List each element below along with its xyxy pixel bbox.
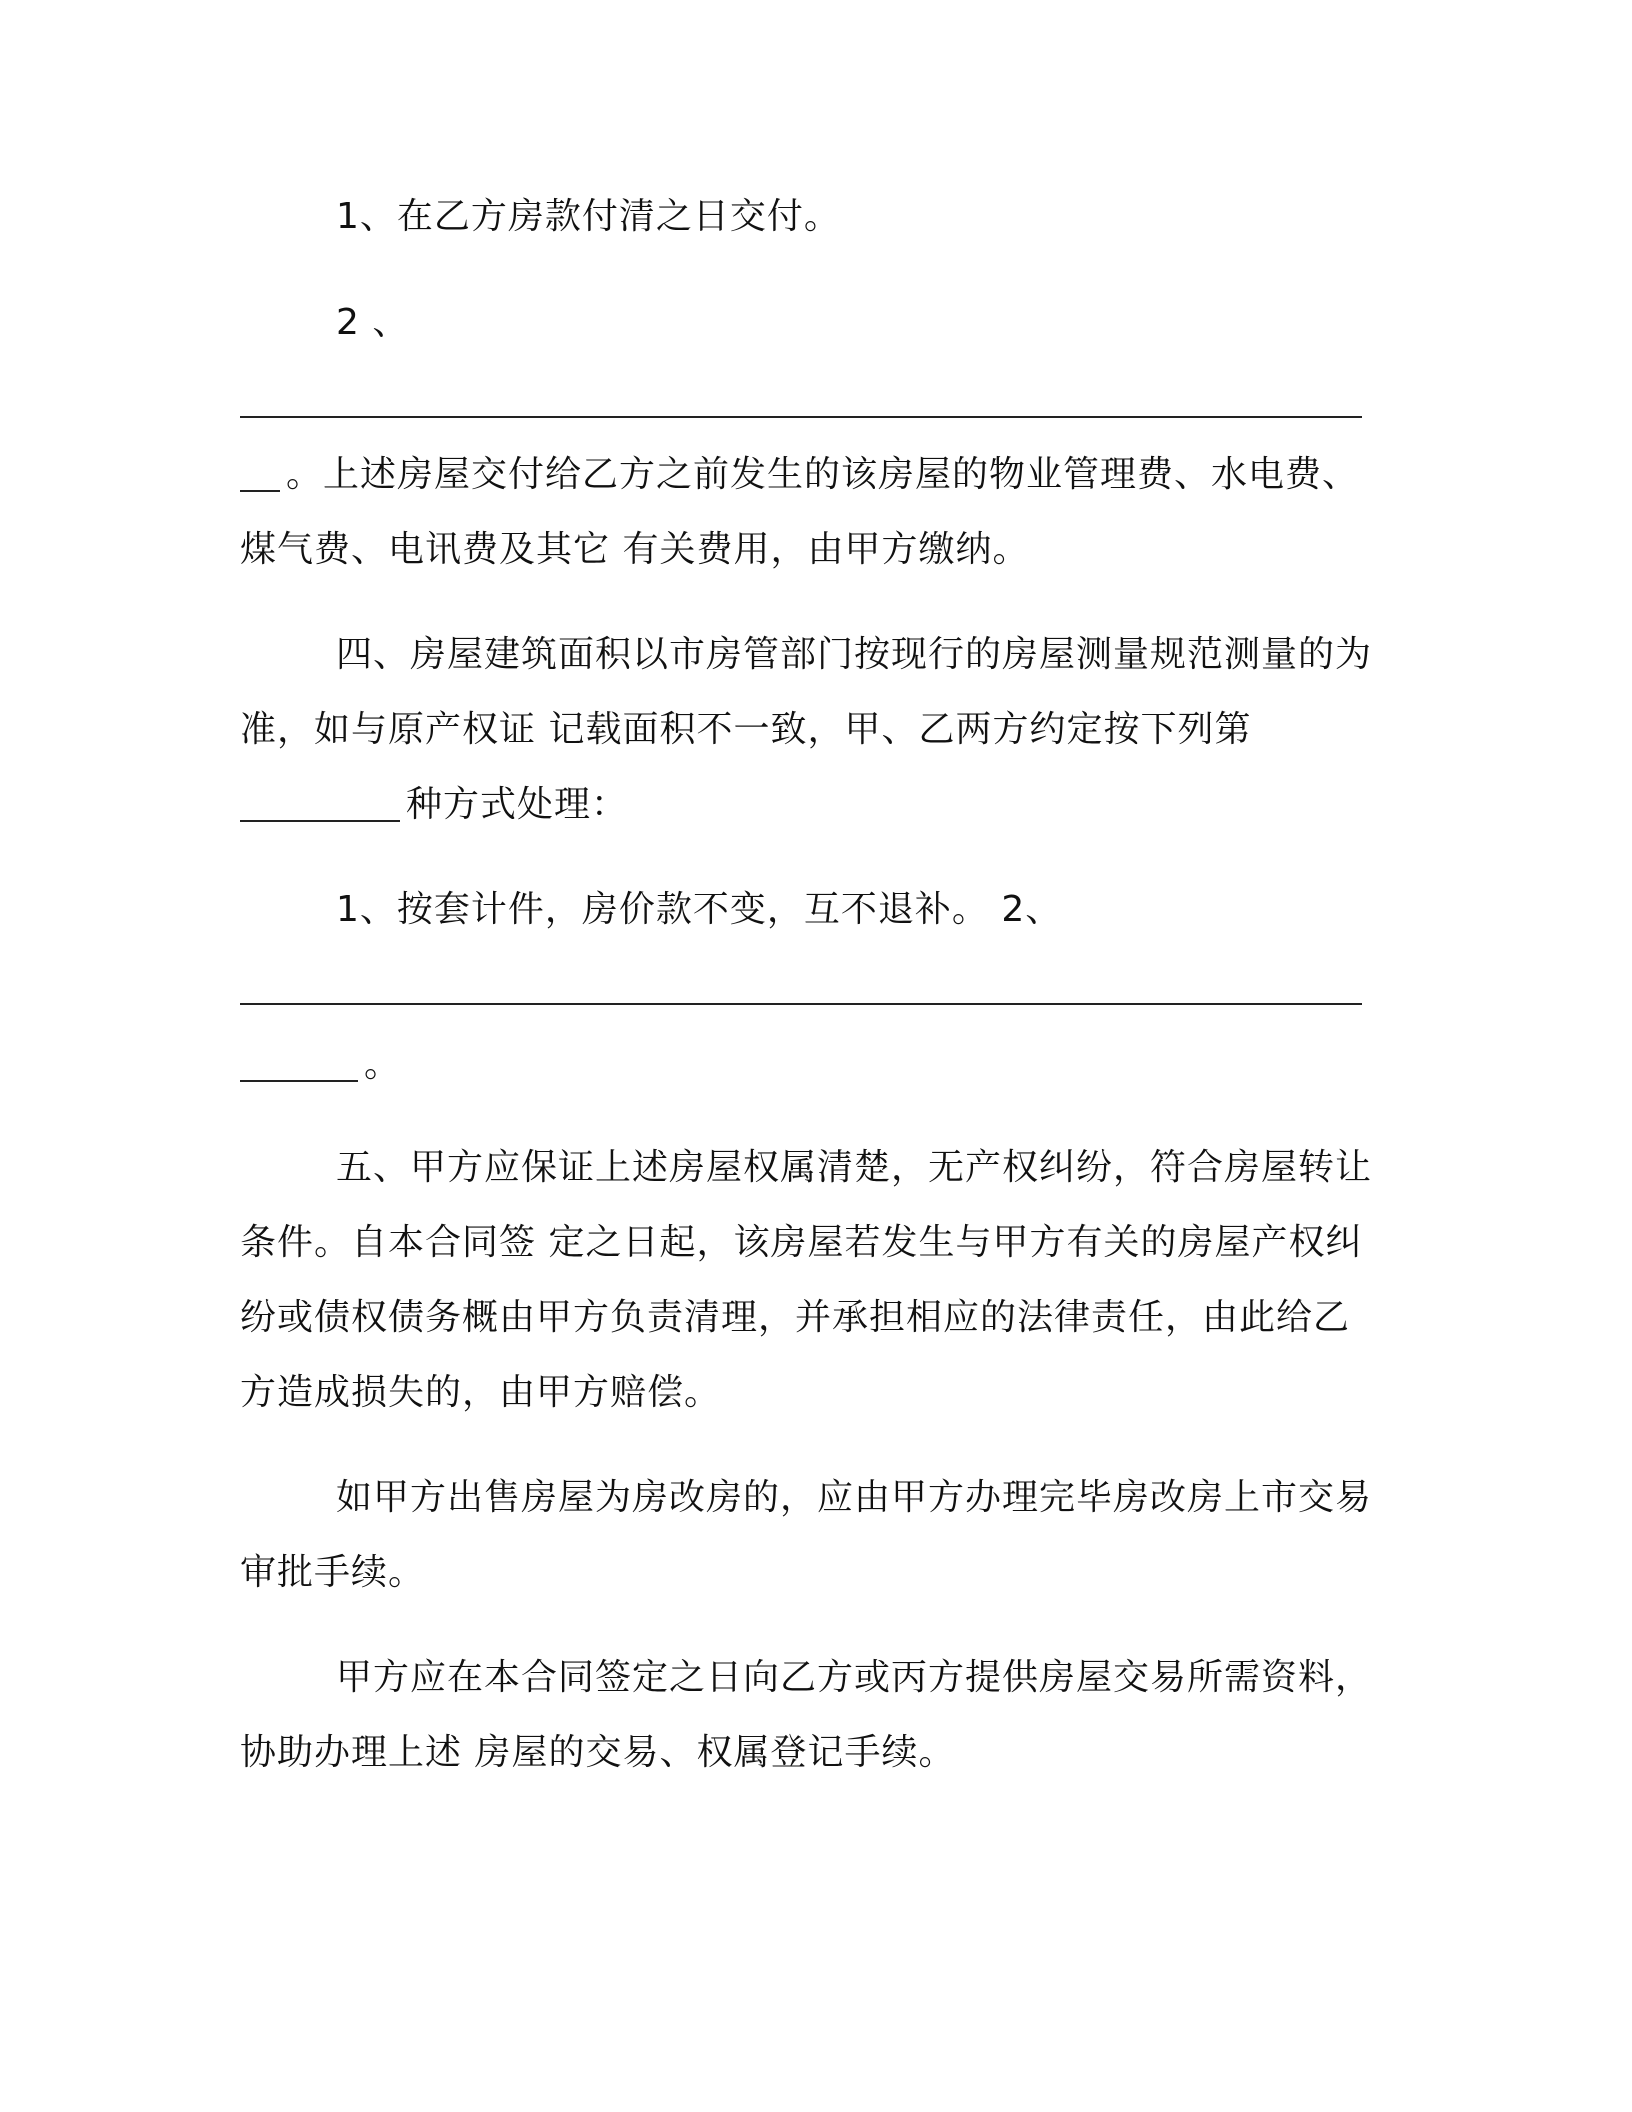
s4-item-2-text — [240, 1040, 401, 1090]
s3-item-2-tail: 。上述房屋交付给乙方之前发生的该房屋的物业管理费、水电费、 — [286, 454, 1360, 495]
s4-line-1: 四、房屋建筑面积以市房管部门按现行的房屋测量规范测量的为 — [336, 634, 1373, 675]
s4-line-2: 准，如与原产权证 记载面积不一致，甲、乙两方约定按下列第 — [240, 709, 1252, 750]
s4-item-2-tail: 。 — [364, 1044, 402, 1085]
blank-short-s3 — [240, 460, 280, 492]
s5-line-4: 方造成损失的，由甲方赔偿。 — [240, 1372, 722, 1413]
s3-item-2-line2: 煤气费、电讯费及其它 有关费用，由甲方缴纳。 — [240, 529, 1030, 570]
s3-item-2-text — [240, 450, 1359, 500]
blank-line-s4-item-2 — [240, 1003, 1362, 1005]
s3-item-2-number: 2 、 — [336, 302, 410, 343]
s3-item-1: 1、在乙方房款付清之日交付。 — [336, 196, 841, 237]
s4-item-1: 1、按套计件，房价款不变，互不退补。 2、 — [336, 889, 1063, 930]
blank-line-s3-item-2 — [240, 416, 1362, 418]
documents-line-2: 协助办理上述 房屋的交易、权属登记手续。 — [240, 1732, 956, 1773]
s4-line-3 — [240, 780, 628, 830]
housing-reform-line-1: 如甲方出售房屋为房改房的，应由甲方办理完毕房改房上市交易 — [336, 1477, 1373, 1518]
s5-line-3: 纷或债权债务概由甲方负责清理，并承担相应的法律责任，由此给乙 — [240, 1297, 1351, 1338]
s4-line-3-tail: 种方式处理： — [406, 784, 629, 825]
s5-line-2: 条件。自本合同签 定之日起，该房屋若发生与甲方有关的房屋产权纠 — [240, 1222, 1363, 1263]
blank-short-s4-item-2 — [240, 1050, 358, 1082]
s5-line-1: 五、甲方应保证上述房屋权属清楚，无产权纠纷，符合房屋转让 — [336, 1147, 1373, 1188]
documents-line-1: 甲方应在本合同签定之日向乙方或丙方提供房屋交易所需资料， — [336, 1657, 1373, 1698]
blank-short-s4 — [240, 790, 400, 822]
housing-reform-line-2: 审批手续。 — [240, 1552, 426, 1593]
